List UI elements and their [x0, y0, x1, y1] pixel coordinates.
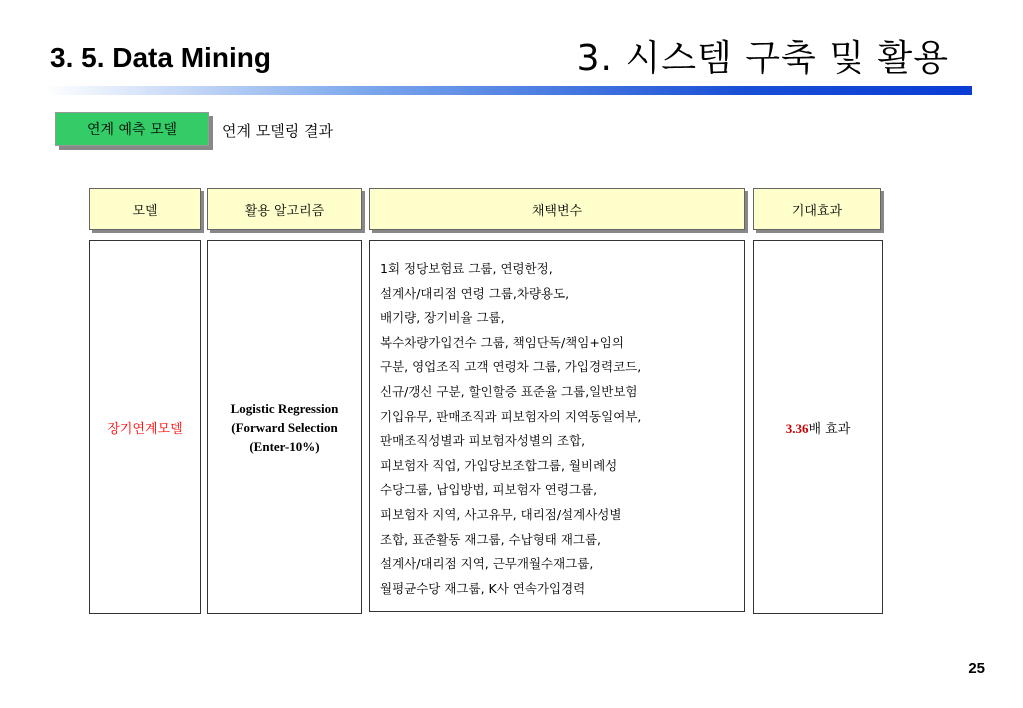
variable-line: 복수차량가입건수 그룹, 책임단독/책임+임의 — [380, 334, 624, 350]
header-effect — [753, 188, 881, 230]
header-variables — [369, 188, 745, 230]
section-caption: 연계 모델링 결과 — [222, 122, 333, 140]
variable-line: 조합, 표준활동 재그룹, 수납형태 재그룹, — [380, 531, 602, 547]
header-algorithm-label: 활용 알고리즘 — [244, 203, 325, 219]
variable-line: 피보험자 직업, 가입당보조합그룹, 월비례성 — [380, 457, 618, 473]
effect-cell — [753, 240, 883, 614]
section-tag-label: 연계 예측 모델 — [86, 122, 178, 138]
variable-line: 판매조직성별과 피보험자성별의 조합, — [380, 433, 586, 449]
variable-line: 설계사/대리점 지역, 근무개월수재그룹, — [380, 556, 594, 572]
variable-line: 설계사/대리점 연령 그룹,차량용도, — [380, 285, 570, 301]
variable-line: 1회 정당보험료 그룹, 연령한정, — [380, 261, 553, 276]
header-algorithm — [207, 188, 362, 230]
variable-line: 배기량, 장기비율 그룹, — [380, 310, 505, 326]
variable-line: 신규/갱신 구분, 할인할증 표준율 그룹,일반보험 — [380, 383, 638, 399]
variable-line: 피보험자 지역, 사고유무, 대리점/설계사성별 — [380, 506, 622, 522]
variable-line: 구분, 영업조직 고객 연령차 그룹, 가입경력코드, — [380, 359, 642, 375]
page-number: 25 — [968, 660, 985, 677]
algorithm-cell — [207, 240, 362, 614]
algorithm-text — [231, 399, 339, 456]
algorithm-line: (Forward Selection — [231, 419, 338, 435]
header-variables-label: 채택변수 — [531, 203, 583, 219]
variable-line: 기입유무, 판매조직과 피보험자의 지역동일여부, — [380, 408, 642, 424]
variable-line: 수당그룹, 납입방법, 피보험자 연령그룹, — [380, 482, 598, 498]
header-model — [89, 188, 201, 230]
model-name: 장기연계모델 — [107, 421, 183, 437]
model-cell — [89, 240, 201, 614]
variables-cell — [369, 240, 745, 612]
algorithm-line: (Enter-10%) — [249, 438, 320, 454]
variable-line: 월평균수당 재그룹, K사 연속가입경력 — [380, 580, 586, 596]
title-divider-bar — [44, 86, 972, 95]
effect-text — [786, 418, 851, 437]
header-effect-label: 기대효과 — [791, 203, 843, 219]
effect-value: 3.36 — [785, 420, 809, 436]
effect-suffix: 배 효과 — [808, 421, 851, 437]
section-subtitle: 3. 5. Data Mining — [50, 42, 271, 73]
header-model-label: 모델 — [132, 203, 158, 219]
page-title: 3. 시스템 구축 및 활용 — [576, 38, 949, 79]
algorithm-line: Logistic Regression — [230, 400, 339, 416]
section-tag — [55, 112, 209, 146]
